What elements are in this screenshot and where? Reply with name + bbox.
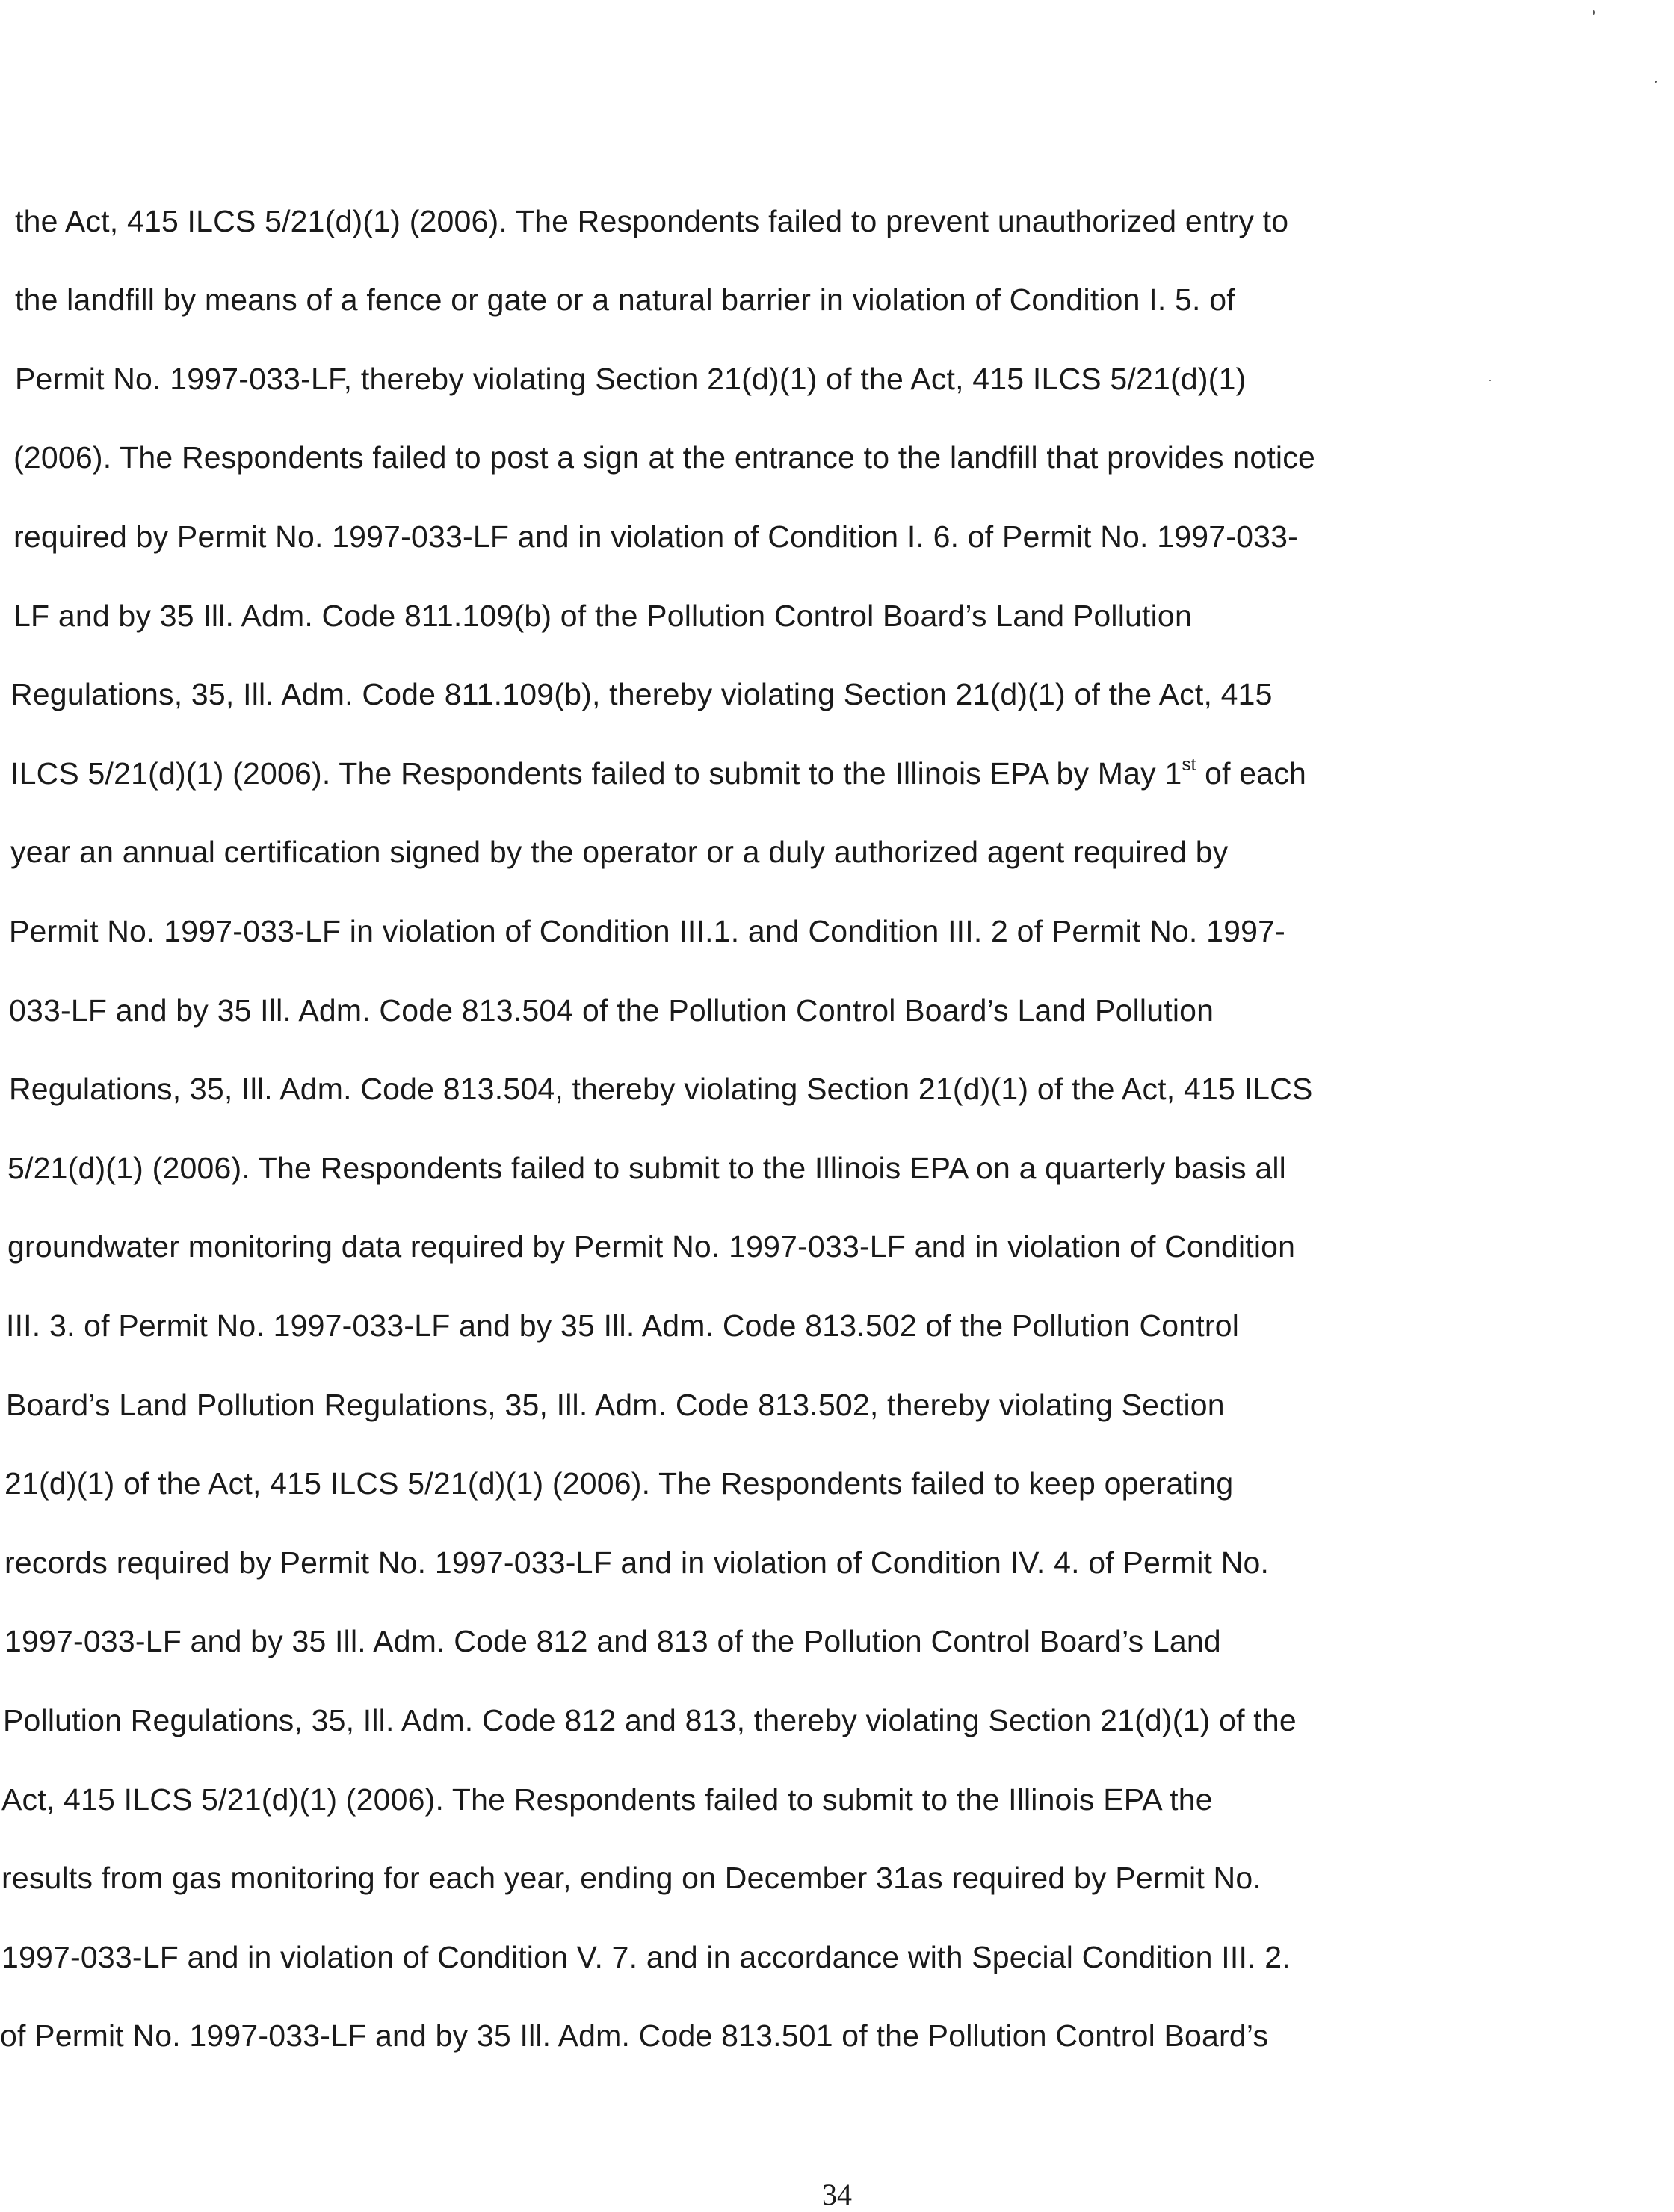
- text-line-12: Regulations, 35, Ill. Adm. Code 813.504, thereby violating Section 21(d)(1) of the Act, 415 ILCS: [9, 1072, 1313, 1106]
- text-line-21: Act, 415 ILCS 5/21(d)(1) (2006). The Respondents failed to submit to the Illinois EPA the: [1, 1782, 1213, 1817]
- page-number: 34: [822, 2178, 852, 2211]
- scan-speck: [1593, 10, 1595, 15]
- text-line-23: 1997-033-LF and in violation of Condition V. 7. and in accordance with Special Condition III. 2.: [1, 1940, 1291, 1974]
- text-line-9: year an annual certification signed by the operator or a duly authorized agent required by: [10, 835, 1229, 869]
- text-line-11: 033-LF and by 35 Ill. Adm. Code 813.504 of the Pollution Control Board’s Land Pollution: [9, 993, 1214, 1028]
- text-line-2: the landfill by means of a fence or gate or a natural barrier in violation of Condition I. 5. of: [15, 282, 1235, 317]
- scan-speck: [1655, 81, 1657, 83]
- text-line-18: records required by Permit No. 1997-033-LF and in violation of Condition IV. 4. of Permit No.: [4, 1545, 1270, 1580]
- text-line-16: Board’s Land Pollution Regulations, 35, Ill. Adm. Code 813.502, thereby violating Section: [6, 1388, 1225, 1422]
- text-line-20: Pollution Regulations, 35, Ill. Adm. Code 812 and 813, thereby violating Section 21(d)(1) of the: [3, 1703, 1297, 1737]
- text-line-24: of Permit No. 1997-033-LF and by 35 Ill. Adm. Code 813.501 of the Pollution Control Board’s: [0, 2018, 1269, 2053]
- text-line-8-tail: of each: [1196, 756, 1307, 791]
- text-line-13: 5/21(d)(1) (2006). The Respondents failed to submit to the Illinois EPA on a quarterly basis all: [7, 1151, 1286, 1185]
- text-line-22: results from gas monitoring for each year, ending on December 31as required by Permit No.: [1, 1861, 1261, 1895]
- text-line-4: (2006). The Respondents failed to post a sign at the entrance to the landfill that provides notice: [13, 440, 1315, 475]
- text-line-7: Regulations, 35, Ill. Adm. Code 811.109(b), thereby violating Section 21(d)(1) of the Act, 415: [10, 677, 1273, 711]
- text-line-19: 1997-033-LF and by 35 Ill. Adm. Code 812 and 813 of the Pollution Control Board’s Land: [4, 1624, 1221, 1658]
- text-line-6: LF and by 35 Ill. Adm. Code 811.109(b) of the Pollution Control Board’s Land Pollution: [13, 599, 1192, 633]
- text-line-10: Permit No. 1997-033-LF in violation of Condition III.1. and Condition III. 2 of Permit No. 1997-: [9, 914, 1285, 948]
- text-line-14: groundwater monitoring data required by Permit No. 1997-033-LF and in violation of Condition: [7, 1229, 1296, 1264]
- ordinal-superscript: st: [1182, 755, 1196, 775]
- scan-speck: [1489, 380, 1491, 381]
- text-line-17: 21(d)(1) of the Act, 415 ILCS 5/21(d)(1) (2006). The Respondents failed to keep operating: [4, 1466, 1234, 1501]
- text-line-8-main: ILCS 5/21(d)(1) (2006). The Respondents failed to submit to the Illinois EPA by May 1: [10, 756, 1182, 791]
- text-line-3: Permit No. 1997-033-LF, thereby violating Section 21(d)(1) of the Act, 415 ILCS 5/21(d)(1): [15, 362, 1247, 396]
- text-line-15: III. 3. of Permit No. 1997-033-LF and by 35 Ill. Adm. Code 813.502 of the Pollution Control: [6, 1309, 1240, 1343]
- text-line-1: the Act, 415 ILCS 5/21(d)(1) (2006). The Respondents failed to prevent unauthorized entry to: [15, 204, 1289, 238]
- text-line-5: required by Permit No. 1997-033-LF and in violation of Condition I. 6. of Permit No. 1997-033-: [13, 519, 1298, 554]
- text-line-8: [10, 755, 1306, 792]
